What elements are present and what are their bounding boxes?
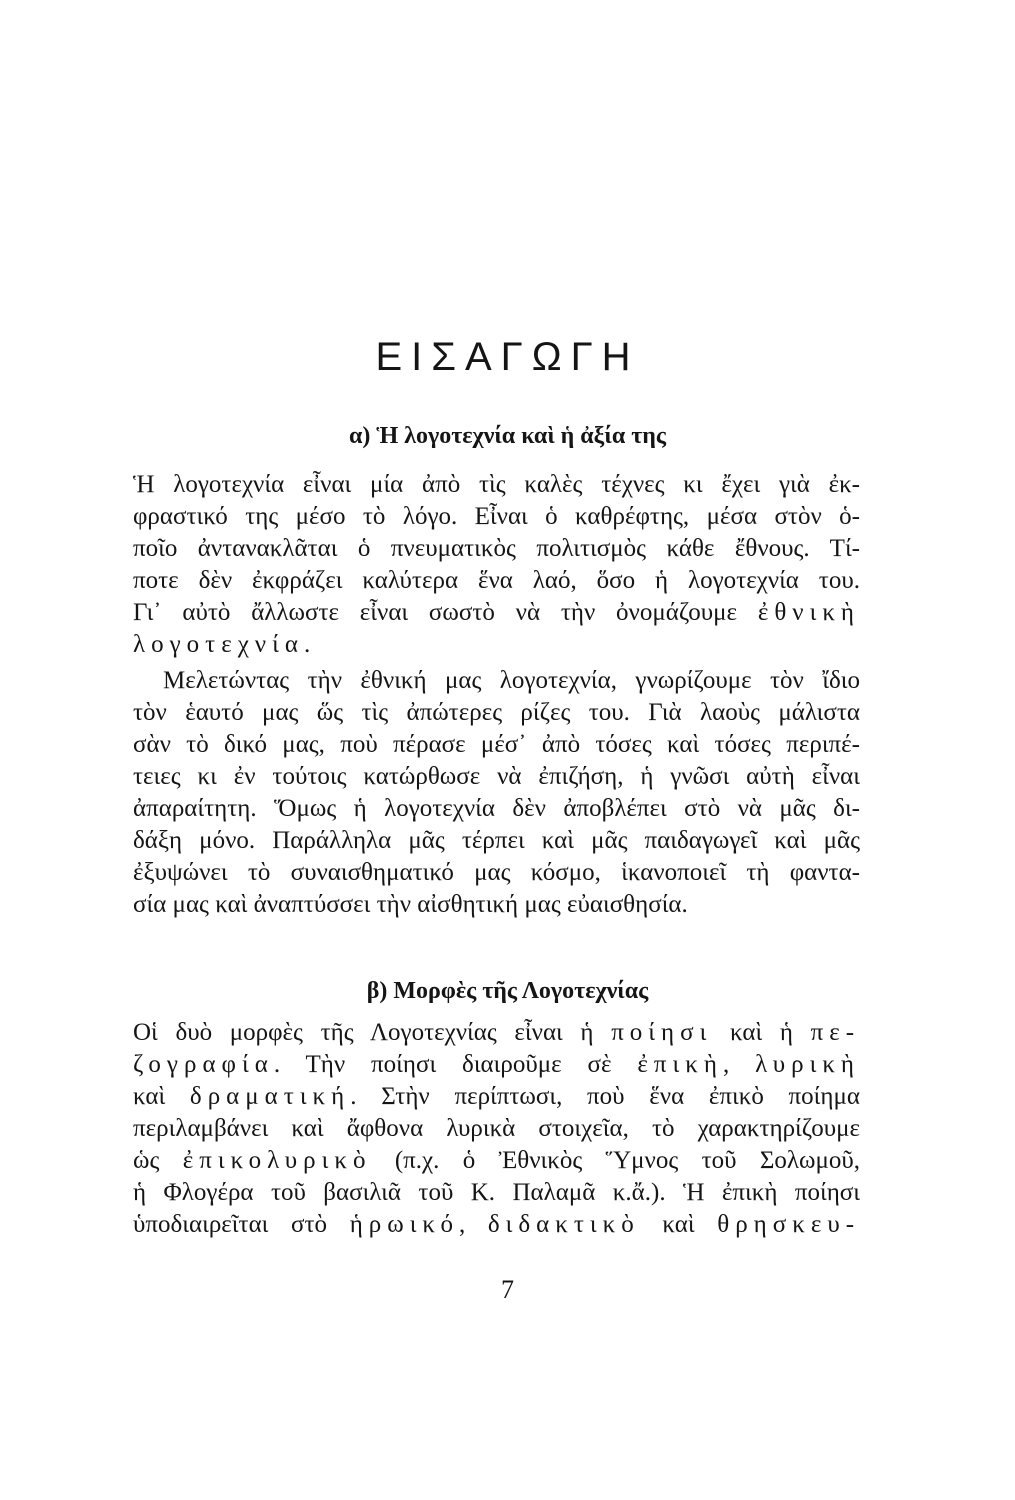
- text-line: τὸν ἑαυτό μας ὥς τὶς ἀπώτερες ρίζες του. Γιὰ λαοὺς μάλιστα: [133, 699, 860, 726]
- text-fragment: καὶ ἡ: [729, 1019, 793, 1046]
- text-fragment: καὶ: [133, 1083, 166, 1110]
- paragraph-first-line: Μελετώντας τὴν ἐθνική μας λογοτεχνία, γνωρίζουμε τὸν ἴδιο: [163, 667, 860, 694]
- chapter-title: ΕΙΣΑΓΩΓΗ: [375, 335, 640, 379]
- text-fragment: . Στὴν περίπτωσι, ποὺ ἕνα ἐπικὸ ποίημα: [350, 1083, 860, 1110]
- text-fragment: καὶ: [662, 1211, 695, 1238]
- spaced-term: δραματική: [189, 1083, 351, 1110]
- spaced-term: ἡρωικό: [349, 1211, 459, 1238]
- text-fragment: ,: [722, 1051, 730, 1078]
- text-line: περιλαμβάνει καὶ ἄφθονα λυρικὰ στοιχεῖα, τὸ χαρακτηρίζουμε: [133, 1115, 860, 1142]
- text-fragment: .: [303, 631, 311, 658]
- text-fragment: ,: [458, 1211, 466, 1238]
- spaced-term: ἐθνικὴ: [757, 599, 861, 626]
- text-line: [133, 597, 860, 629]
- text-line: ποῖο ἀντανακλᾶται ὁ πνευματικὸς πολιτισμὸς κάθε ἔθνους. Τί-: [133, 535, 860, 562]
- spaced-term: λογοτεχνία: [133, 631, 304, 658]
- section-a-heading: α) Ἡ λογοτεχνία καὶ ἡ ἀξία της: [348, 423, 667, 449]
- text-line: φραστικό της μέσο τὸ λόγο. Εἶναι ὁ καθρέφτης, μέσα στὸν ὁ-: [133, 503, 860, 530]
- text-line: ἐξυψώνει τὸ συναισθηματικό μας κόσμο, ἱκανοποιεῖ τὴ φαντα-: [133, 859, 860, 886]
- text-line: [133, 1017, 860, 1049]
- text-line: δάξη μόνο. Παράλληλα μᾶς τέρπει καὶ μᾶς παιδαγωγεῖ καὶ μᾶς: [133, 827, 860, 854]
- text-fragment: ὑποδιαιρεῖται στὸ: [133, 1211, 328, 1238]
- spaced-term: διδακτικὸ: [487, 1211, 640, 1238]
- section-b-heading: β) Μορφὲς τῆς Λογοτεχνίας: [366, 978, 649, 1004]
- text-line: [133, 1049, 860, 1081]
- text-fragment: Γι᾽ αὐτὸ ἄλλωστε εἶναι σωστὸ νὰ τὴν ὀνομάζουμε: [133, 599, 738, 626]
- text-line: [133, 629, 860, 661]
- spaced-term: ἐπικὴ: [637, 1051, 723, 1078]
- page-number: 7: [501, 1275, 514, 1304]
- text-line: ποτε δὲν ἐκφράζει καλύτερα ἕνα λαό, ὅσο ἡ λογοτεχνία του.: [133, 567, 860, 594]
- text-fragment: . Τὴν ποίησι διαιροῦμε σὲ: [273, 1051, 612, 1078]
- spaced-term: ποίησι: [611, 1019, 713, 1046]
- spaced-term: θρησκευ-: [717, 1211, 861, 1238]
- text-line: [133, 1145, 860, 1177]
- text-line: [133, 1209, 860, 1241]
- spaced-term: λυρικὴ: [755, 1051, 860, 1078]
- text-fragment: Οἱ δυὸ μορφὲς τῆς Λογοτεχνίας εἶναι ἡ: [133, 1019, 594, 1046]
- text-line: σὰν τὸ δικό μας, ποὺ πέρασε μέσ᾽ ἀπὸ τόσες καὶ τόσες περιπέ-: [133, 731, 860, 758]
- text-line: ἡ Φλογέρα τοῦ βασιλιᾶ τοῦ Κ. Παλαμᾶ κ.ἄ.). Ἡ ἐπικὴ ποίησι: [133, 1179, 860, 1206]
- spaced-term: ζογραφία: [133, 1051, 274, 1078]
- text-line: ἀπαραίτητη. Ὅμως ἡ λογοτεχνία δὲν ἀποβλέπει στὸ νὰ μᾶς δι-: [133, 795, 860, 822]
- spaced-term: πε-: [810, 1019, 861, 1046]
- text-line: Ἡ λογοτεχνία εἶναι μία ἀπὸ τὶς καλὲς τέχνες κι ἔχει γιὰ ἐκ-: [133, 471, 860, 498]
- text-fragment: ὡς: [133, 1147, 160, 1174]
- text-line: [133, 1081, 860, 1113]
- spaced-term: ἐπικολυρικὸ: [182, 1147, 372, 1174]
- text-fragment: (π.χ. ὁ Ἐθνικὸς Ὕμνος τοῦ Σολωμοῦ,: [394, 1147, 861, 1174]
- text-line: τειες κι ἐν τούτοις κατώρθωσε νὰ ἐπιζήση, ἡ γνῶσι αὐτὴ εἶναι: [133, 763, 860, 790]
- text-line: σία μας καὶ ἀναπτύσσει τὴν αἰσθητική μας εὐαισθησία.: [133, 891, 688, 918]
